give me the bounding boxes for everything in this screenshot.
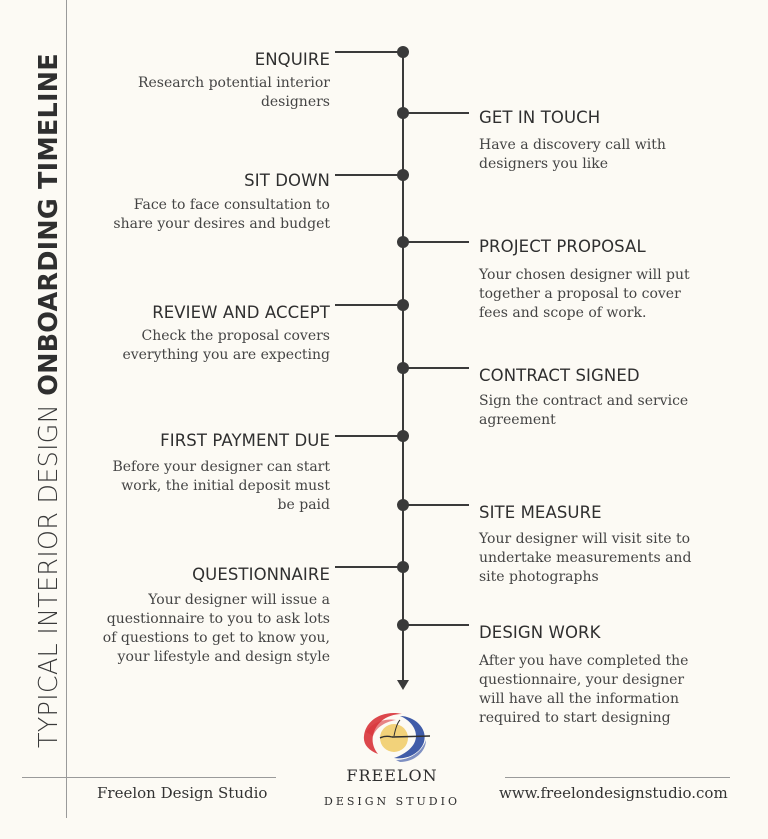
- timeline-connector: [403, 624, 469, 626]
- timeline-connector: [335, 566, 403, 568]
- desc-line: Face to face consultation to: [133, 197, 330, 213]
- desc-line: of questions to get to know you,: [102, 630, 330, 646]
- event-title-project-proposal: PROJECT PROPOSAL: [479, 237, 646, 256]
- desc-line: Your designer will visit site to: [479, 531, 690, 547]
- event-desc-review-and-accept: [70, 327, 330, 365]
- event-title-site-measure: SITE MEASURE: [479, 503, 602, 522]
- desc-line: will have all the information: [479, 691, 679, 707]
- footer-website-link[interactable]: www.freelondesignstudio.com: [499, 784, 728, 802]
- timeline-connector: [403, 367, 469, 369]
- event-desc-first-payment-due: [70, 458, 330, 515]
- timeline-connector: [335, 174, 403, 176]
- event-title-get-in-touch: GET IN TOUCH: [479, 108, 601, 127]
- event-desc-project-proposal: [479, 266, 749, 323]
- side-title-bold: ONBOARDING TIMELINE: [34, 53, 64, 396]
- desc-line: work, the initial deposit must: [121, 478, 330, 494]
- desc-line: questionnaire to you to ask lots: [106, 611, 330, 627]
- event-desc-get-in-touch: [479, 136, 749, 174]
- desc-line: required to start designing: [479, 710, 671, 726]
- side-title-light: TYPICAL INTERIOR DESIGN: [34, 395, 64, 748]
- timeline-connector: [335, 304, 403, 306]
- desc-line: After you have completed the: [479, 653, 689, 669]
- left-vertical-rule: [66, 0, 67, 818]
- event-desc-enquire: [70, 74, 330, 112]
- freelon-logo-icon: [356, 706, 436, 766]
- event-desc-site-measure: [479, 530, 749, 587]
- desc-line: your lifestyle and design style: [117, 649, 330, 665]
- timeline-connector: [335, 51, 403, 53]
- brand-name: FREELON: [346, 766, 438, 785]
- desc-line: Have a discovery call with: [479, 137, 666, 153]
- event-title-sit-down: SIT DOWN: [244, 171, 330, 190]
- footer-rule-left: [22, 777, 276, 778]
- event-title-design-work: DESIGN WORK: [479, 623, 601, 642]
- event-desc-contract-signed: [479, 392, 749, 430]
- desc-line: site photographs: [479, 569, 599, 585]
- timeline-connector: [403, 504, 469, 506]
- desc-line: Check the proposal covers: [141, 328, 330, 344]
- desc-line: undertake measurements and: [479, 550, 692, 566]
- timeline-arrow-head: [397, 680, 409, 690]
- desc-line: Your chosen designer will put: [479, 267, 690, 283]
- desc-line: be paid: [277, 497, 330, 513]
- desc-line: Sign the contract and service: [479, 393, 689, 409]
- event-desc-questionnaire: [60, 591, 330, 667]
- event-title-questionnaire: QUESTIONNAIRE: [192, 565, 330, 584]
- desc-line: fees and scope of work.: [479, 305, 647, 321]
- desc-line: agreement: [479, 412, 556, 428]
- event-title-enquire: ENQUIRE: [254, 50, 330, 69]
- desc-line: designers: [260, 94, 330, 110]
- event-title-contract-signed: CONTRACT SIGNED: [479, 366, 640, 385]
- desc-line: everything you are expecting: [122, 347, 330, 363]
- event-title-review-and-accept: REVIEW AND ACCEPT: [152, 303, 330, 322]
- event-desc-sit-down: [70, 196, 330, 234]
- desc-line: questionnaire, your designer: [479, 672, 685, 688]
- footer-studio-name: Freelon Design Studio: [97, 784, 268, 802]
- desc-line: Your designer will issue a: [148, 592, 330, 608]
- desc-line: share your desires and budget: [113, 216, 330, 232]
- timeline-connector: [403, 112, 469, 114]
- desc-line: Before your designer can start: [112, 459, 330, 475]
- footer-rule-right: [505, 777, 730, 778]
- event-desc-design-work: [479, 652, 749, 728]
- timeline-connector: [335, 435, 403, 437]
- timeline-connector: [403, 241, 469, 243]
- desc-line: Research potential interior: [137, 75, 330, 91]
- event-title-first-payment-due: FIRST PAYMENT DUE: [160, 431, 330, 450]
- desc-line: together a proposal to cover: [479, 286, 681, 302]
- desc-line: designers you like: [479, 156, 609, 172]
- brand-subtitle: DESIGN STUDIO: [324, 795, 460, 808]
